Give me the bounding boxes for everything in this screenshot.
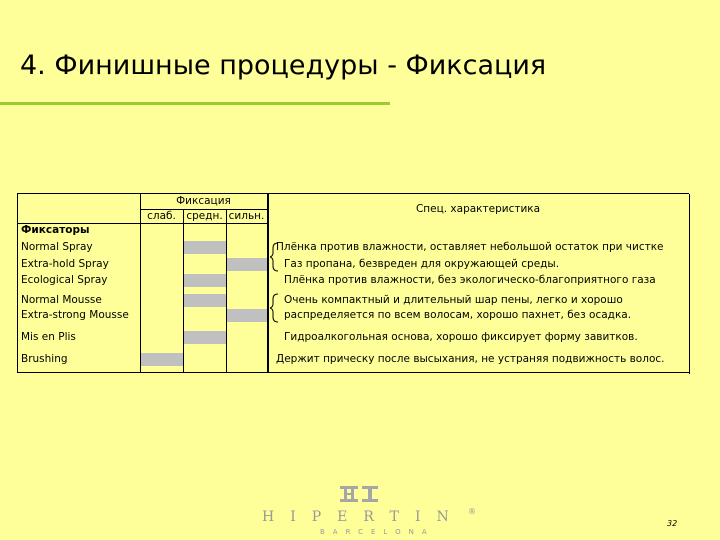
spec-text: Держит прическу после высыхания, не устраняя подвижность волос.	[276, 353, 665, 365]
row-label: Extra-hold Spray	[21, 258, 109, 270]
col-divider	[689, 194, 690, 374]
spec-text: Очень компактный и длительный шар пены, легко и хорошо	[284, 294, 623, 306]
header-level-medium: средн.	[186, 210, 223, 222]
header-level-weak: слаб.	[147, 210, 176, 222]
spec-text: распределяется по всем волосам, хорошо пахнет, без осадка.	[284, 309, 632, 321]
brace-icon	[270, 242, 280, 272]
slide-title: 4. Финишные процедуры - Фиксация	[20, 50, 547, 81]
brace-icon	[270, 293, 280, 323]
spec-text: Плёнка против влажности, без экологическо-благоприятного газа	[284, 274, 656, 286]
fixation-level-bar	[227, 309, 267, 322]
section-label: Фиксаторы	[21, 224, 90, 236]
title-underline	[0, 102, 390, 105]
fixation-level-bar	[141, 353, 183, 366]
fixation-level-bar	[227, 258, 267, 271]
fixation-level-bar	[184, 331, 226, 344]
spec-text: Гидроалкогольная основа, хорошо фиксирует форму завитков.	[284, 331, 638, 343]
registered-mark: ®	[468, 507, 476, 516]
header-spec: Спец. характеристика	[415, 203, 541, 215]
spec-text: Плёнка против влажности, оставляет небольшой остаток при чистке	[276, 241, 664, 253]
col-divider	[226, 209, 227, 372]
row-label: Normal Spray	[21, 241, 93, 253]
row-label: Normal Mousse	[21, 294, 102, 306]
hipertin-logo-text: HIPERTIN	[262, 509, 465, 525]
fixation-level-bar	[184, 241, 226, 254]
header-level-strong: сильн.	[228, 210, 265, 222]
fixation-table	[17, 193, 689, 373]
header-fixation: Фиксация	[176, 195, 231, 207]
row-label: Brushing	[21, 353, 68, 365]
logo-city: BARCELONA	[320, 528, 435, 536]
col-divider	[267, 194, 269, 372]
row-label: Mis en Plis	[21, 331, 76, 343]
col-divider	[183, 209, 184, 372]
row-label: Extra-strong Mousse	[21, 309, 129, 321]
page-number: 32	[667, 519, 678, 528]
fixation-level-bar	[184, 274, 226, 287]
hipertin-logo-mark	[340, 486, 380, 502]
row-label: Ecological Spray	[21, 274, 108, 286]
fixation-level-bar	[184, 294, 226, 307]
spec-text: Газ пропана, безвреден для окружающей среды.	[284, 258, 560, 270]
